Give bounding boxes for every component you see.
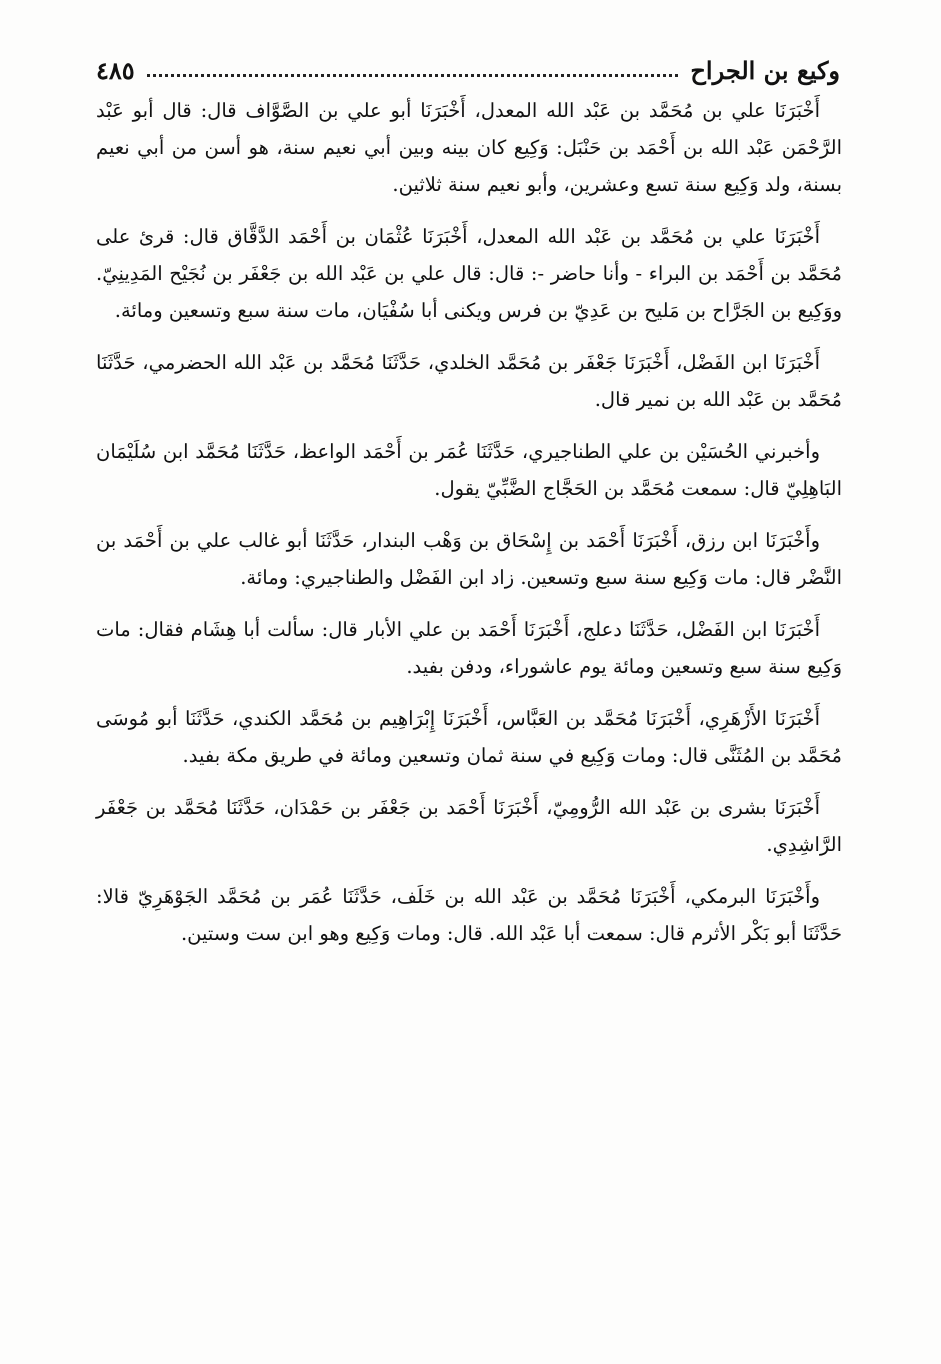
paragraph: وأَخْبَرَنَا ابن رزق، أَخْبَرَنَا أَحْمَد بن إِسْحَاق بن وَهْب البندار، حَدَّثَنَا أبو غالب علي بن أَحْمَد بن النَّضْر قال: مات وَكِيع سنة سبع وتسعين. زاد ابن الفَضْل والطناجيري: ومائة.: [96, 529, 842, 589]
leader-dots: [147, 74, 679, 77]
paragraph: أَخْبَرَنَا ابن الفَضْل، أَخْبَرَنَا جَعْفَر بن مُحَمَّد الخلدي، حَدَّثَنَا مُحَمَّد بن عَبْد الله الحضرمي، حَدَّثَنَا مُحَمَّد بن عَبْد الله بن نمير قال.: [96, 351, 842, 411]
running-title: وكيع بن الجراح: [690, 55, 840, 85]
page-header: [96, 50, 840, 90]
page-number: ٤٨٥: [96, 55, 135, 85]
paragraph: أَخْبَرَنَا الأَزْهَرِي، أَخْبَرَنَا مُحَمَّد بن العَبَّاس، أَخْبَرَنَا إِبْرَاهِيم بن مُحَمَّد الكندي، حَدَّثَنَا أبو مُوسَى مُحَمَّد بن المُثَنَّى قال: ومات وَكِيع في سنة ثمان وتسعين ومائة في طريق مكة بفيد.: [96, 707, 842, 767]
paragraph: وأخبرني الحُسَيْن بن علي الطناجيري، حَدَّثَنَا عُمَر بن أَحْمَد الواعظ، حَدَّثَنَا مُحَمَّد ابن سُلَيْمَان البَاهِلِيّ قال: سمعت مُحَمَّد بن الحَجَّاج الضَّبِّيّ يقول.: [96, 440, 842, 500]
paragraph: أَخْبَرَنَا بشرى بن عَبْد الله الرُّومِيّ، أَخْبَرَنَا أَحْمَد بن جَعْفَر بن حَمْدَان، حَدَّثَنَا مُحَمَّد بن جَعْفَر الرَّاشِدِي.: [96, 796, 842, 856]
body-text: [96, 92, 842, 967]
paragraph: أَخْبَرَنَا ابن الفَضْل، حَدَّثَنَا دعلج، أَخْبَرَنَا أَحْمَد بن علي الأبار قال: سألت أبا هِشَام فقال: مات وَكِيع سنة سبع وتسعين ومائة يوم عاشوراء، ودفن بفيد.: [96, 618, 842, 678]
paragraph: أَخْبَرَنَا علي بن مُحَمَّد بن عَبْد الله المعدل، أَخْبَرَنَا عُثْمَان بن أَحْمَد الدَّقَّاق قال: قرئ على مُحَمَّد بن أَحْمَد بن البراء - وأنا حاضر -: قال: قال علي بن عَبْد الله بن جَعْفَر بن نُجَيْح المَدِينِيّ. ووَكِيع بن الجَرَّاح بن مَليح بن عَدِيّ بن فرس ويكنى أبا سُفْيَان، مات سنة سبع وتسعين ومائة.: [96, 225, 842, 322]
paragraph: وأَخْبَرَنَا البرمكي، أَخْبَرَنَا مُحَمَّد بن عَبْد الله بن خَلَف، حَدَّثَنَا عُمَر بن مُحَمَّد الجَوْهَرِيّ قالا: حَدَّثَنَا أبو بَكْر الأثرم قال: سمعت أبا عَبْد الله. قال: ومات وَكِيع وهو ابن ست وستين.: [96, 885, 842, 945]
paragraph: أَخْبَرَنَا علي بن مُحَمَّد بن عَبْد الله المعدل، أَخْبَرَنَا أبو علي بن الصَّوَّاف قال: قال أبو عَبْد الرَّحْمَن عَبْد الله بن أَحْمَد بن حَنْبَل: وَكِيع كان بينه وبين أبي نعيم سنة، هو أسن من أبي نعيم بسنة، ولد وَكِيع سنة تسع وعشرين، وأبو نعيم سنة ثلاثين.: [96, 99, 842, 196]
